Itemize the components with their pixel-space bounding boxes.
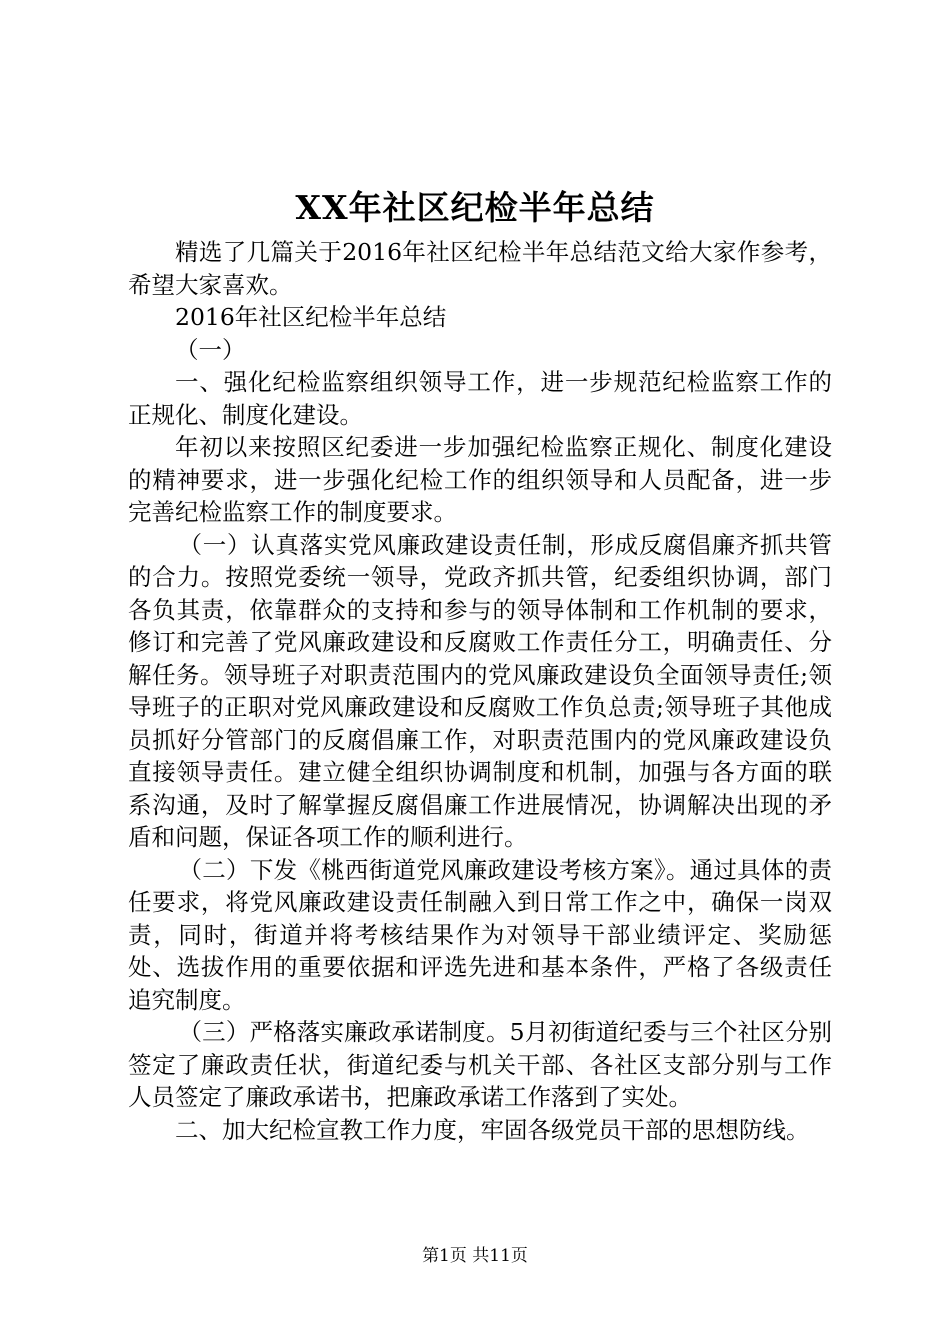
intro-paragraph: 精选了几篇关于2016年社区纪检半年总结范文给大家作参考，希望大家喜欢。 [128,238,832,299]
section-number: （一） [175,335,246,364]
section-heading-1: 一、强化纪检监察组织领导工作，进一步规范纪检监察工作的正规化、制度化建设。 [128,368,832,429]
body-paragraph: 年初以来按照区纪委进一步加强纪检监察正规化、制度化建设的精神要求，进一步强化纪检工作的组织领导和人员配备，进一步完善纪检监察工作的制度要求。 [128,433,832,526]
document-title: XX年社区纪检半年总结 [295,188,655,227]
subsection-paragraph-1: （一）认真落实党风廉政建设责任制，形成反腐倡廉齐抓共管的合力。按照党委统一领导，党政齐抓共管，纪委组织协调，部门各负其责，依靠群众的支持和参与的领导体制和工作机制的要求，修订和完善了党风廉政建设和反腐败工作责任分工，明确责任、分解任务。领导班子对职责范围内的党风廉政建设负全面领导责任;领导班子的正职对党风廉政建设和反腐败工作负总责;领导班子其他成员抓好分管部门的反腐倡廉工作，对职责范围内的党风廉政建设负直接领导责任。建立健全组织协调制度和机制，加强与各方面的联系沟通，及时了解掌握反腐倡廉工作进展情况，协调解决出现的矛盾和问题，保证各项工作的顺利进行。 [128,530,832,851]
subsection-paragraph-3: （三）严格落实廉政承诺制度。5月初街道纪委与三个社区分别签定了廉政责任状，街道纪委与机关干部、各社区支部分别与工作人员签定了廉政承诺书，把廉政承诺工作落到了实处。 [128,1018,832,1111]
subtitle-paragraph: 2016年社区纪检半年总结 [175,303,447,331]
subsection-paragraph-2: （二）下发《桃西街道党风廉政建设考核方案》。通过具体的责任要求，将党风廉政建设责任制融入到日常工作之中，确保一岗双责，同时，街道并将考核结果作为对领导干部业绩评定、奖励惩处、选拔作用的重要依据和评选先进和基本条件，严格了各级责任追究制度。 [128,855,832,1014]
document-body [128,236,832,1146]
page-footer: 第1页 共11页 [422,1246,528,1266]
section-heading-2: 二、加大纪检宣教工作力度，牢固各级党员干部的思想防线。 [175,1115,810,1144]
